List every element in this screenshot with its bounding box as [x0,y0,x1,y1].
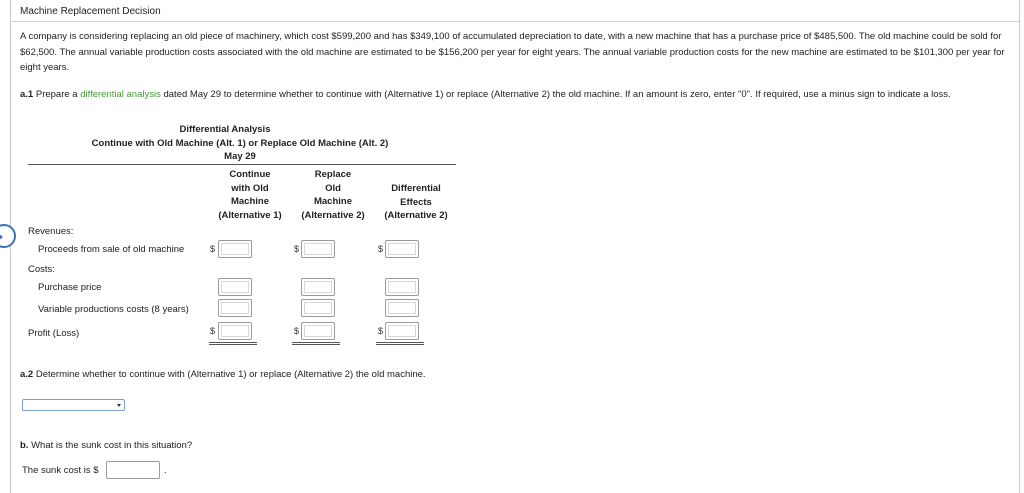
question-a1-text-after: dated May 29 to determine whether to continue with (Alternative 1) or replace (Alternative 2) the old machine. If an amount is zero, enter "0". If required, use a minus sign to indicate a loss. [160,89,951,100]
purchase-alt1-input[interactable] [218,278,252,296]
column-header-differential-line3: (Alternative 2) [384,210,448,221]
profit-differential-input[interactable] [385,322,419,340]
column-header-alt2-line2: Old [325,182,341,194]
total-double-underline [292,342,340,345]
purchase-alt2-input[interactable] [301,278,335,296]
purchase-differential-input[interactable] [385,278,419,296]
dollar-sign: $ [378,244,384,254]
column-header-alt1-line3: Machine [230,196,269,207]
total-double-underline [376,342,424,345]
differential-analysis-link[interactable]: differential analysis [80,89,161,100]
table-header-subtitle: Continue with Old Machine (Alt. 1) or Replace Old Machine (Alt. 2) [91,138,389,149]
title-bar [10,0,1020,22]
dollar-sign: $ [210,326,216,336]
sunk-cost-label: The sunk cost is $ [22,465,99,476]
row-label-profit-loss: Profit (Loss) [28,328,80,339]
column-header-alt2-line3: Machine [313,196,352,207]
proceeds-alt2-input[interactable] [301,240,335,258]
variable-alt1-input[interactable] [218,299,252,317]
dollar-sign: $ [294,244,300,254]
question-b [20,438,192,453]
question-b-text: What is the sunk cost in this situation? [28,440,193,451]
column-header-alt2 [292,168,374,222]
variable-differential-input[interactable] [385,299,419,317]
table-header-title: Differential Analysis [179,124,271,135]
column-header-differential-line2: Effects [400,196,432,208]
row-label-costs: Costs: [28,264,55,275]
total-double-underline [209,342,257,345]
dollar-sign: $ [294,326,300,336]
question-a2-label: a.2 [20,369,34,380]
page-title: Machine Replacement Decision [20,6,161,17]
row-label-purchase-price: Purchase price [38,282,102,293]
column-header-alt2-line4: (Alternative 2) [301,209,365,221]
dollar-sign: $ [378,326,384,336]
problem-statement: A company is considering replacing an old piece of machinery, which cost $599,200 and has $349,100 of accumulated depreciation to date, with a new machine that has a purchase price of $485,500. The old machine could be sold for $62,500. The annual variable production costs associated with the old machine are estimated to be $156,200 per year for eight years. The annual variable production costs for the new machine are estimated to be $101,300 per year for eight years. [20,31,1005,73]
column-header-differential [376,182,456,223]
question-b-label: b. [20,440,29,451]
row-label-proceeds: Proceeds from sale of old machine [38,244,185,255]
proceeds-differential-input[interactable] [385,240,419,258]
proceeds-alt1-input[interactable] [218,240,252,258]
row-label-revenues: Revenues: [28,226,74,237]
question-a2-text: Determine whether to continue with (Alternative 1) or replace (Alternative 2) the old machine. [33,369,426,380]
dollar-sign: $ [210,244,216,254]
table-header-date: May 29 [224,151,256,162]
column-header-alt1-line1: Continue [229,169,271,180]
column-header-alt1-line4: (Alternative 1) [218,209,282,221]
column-header-alt1 [210,168,290,222]
profit-alt2-input[interactable] [301,322,335,340]
question-a1-label: a.1 [20,89,34,100]
variable-alt2-input[interactable] [301,299,335,317]
row-label-variable-costs: Variable productions costs (8 years) [38,304,189,315]
column-header-alt2-line1: Replace [314,169,352,180]
decision-select[interactable] [22,399,125,411]
question-a1-text-before: Prepare a [33,89,81,100]
header-divider [28,164,456,165]
question-a1 [20,87,1010,102]
question-a2 [20,367,426,382]
profit-alt1-input[interactable] [218,322,252,340]
column-header-differential-line1: Differential [391,183,441,194]
sunk-cost-period: . [164,465,167,476]
column-header-alt1-line2: with Old [231,182,269,194]
sunk-cost-input[interactable] [106,461,160,479]
